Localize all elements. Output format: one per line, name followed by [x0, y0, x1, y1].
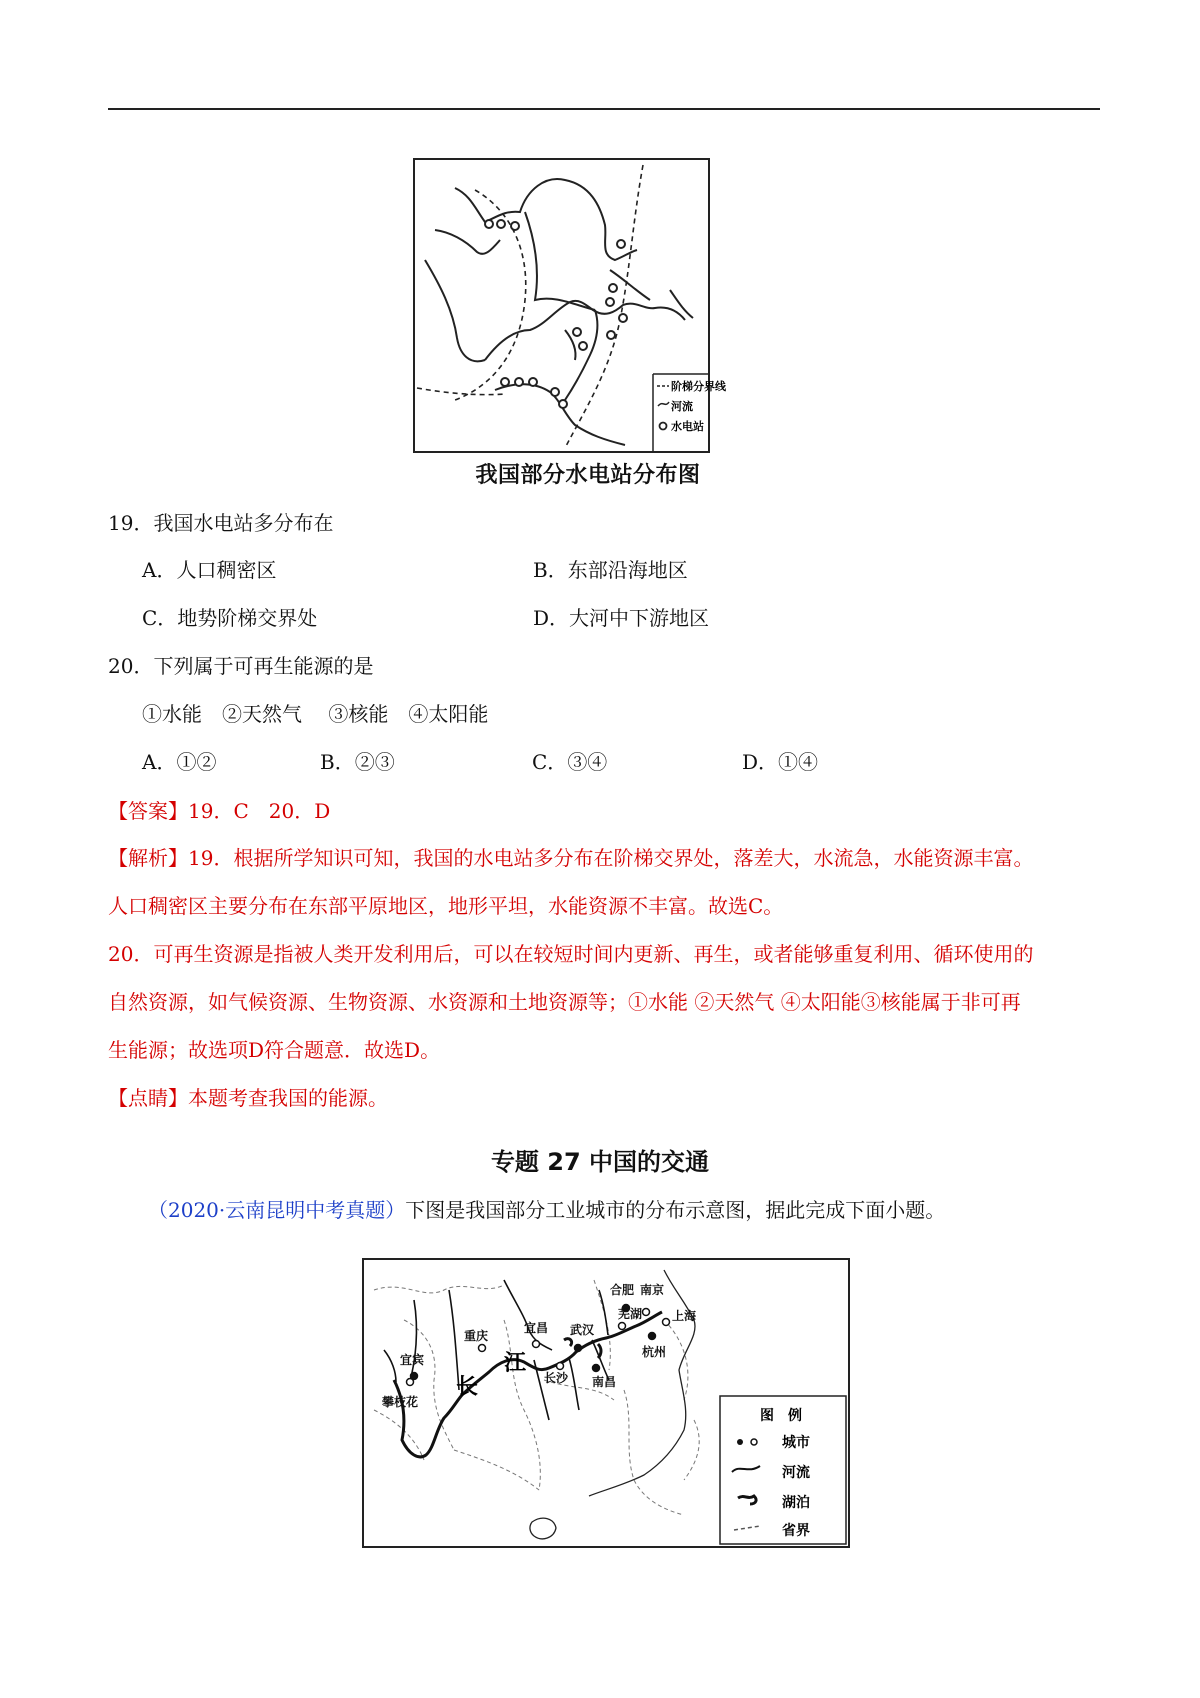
hydropower-station-marker	[573, 328, 581, 336]
analysis-tag: 【解析】	[108, 846, 188, 870]
city-label-hangzhou: 杭州	[642, 1345, 667, 1359]
river-west	[425, 260, 485, 361]
analysis-line-2: 人口稠密区主要分布在东部平原地区，地形平坦，水能资源不丰富。故选C。	[108, 894, 784, 918]
option-letter: B．	[320, 750, 355, 774]
option-text: 东部沿海地区	[567, 558, 688, 582]
river-label-chang: 长	[456, 1375, 479, 1400]
river-label-jiang: 江	[504, 1351, 527, 1376]
city-label-nanchang: 南昌	[592, 1375, 617, 1389]
hydropower-station-marker	[619, 314, 627, 322]
option-letter: A．	[142, 750, 177, 774]
q19-stem: 19．我国水电站多分布在	[108, 511, 334, 535]
city-marker-panzhihua	[407, 1379, 414, 1386]
intro-text: 下图是我国部分工业城市的分布示意图，据此完成下面小题。	[405, 1198, 946, 1222]
legend-title: 图 例	[760, 1408, 802, 1424]
city-label-yichang: 宜昌	[524, 1321, 549, 1335]
answer-line	[108, 797, 330, 825]
step-boundary-east	[565, 165, 643, 448]
legend-city: 城市	[782, 1435, 810, 1451]
lake-dongting	[564, 1339, 572, 1346]
hydropower-station-marker	[497, 220, 505, 228]
city-label-chongqing: 重庆	[464, 1329, 489, 1343]
city-label-panzhihua: 攀枝花	[382, 1395, 419, 1409]
hydropower-station-marker	[617, 240, 625, 248]
q20-option-b	[320, 748, 395, 776]
river-south-branch	[565, 310, 597, 400]
answer-text: 19．C 20．D	[188, 799, 331, 823]
option-text: ②③	[354, 750, 395, 774]
city-marker-wuhan	[575, 1345, 582, 1352]
analysis-line-3: 20．可再生资源是指被人类开发利用后，可以在较短时间内更新、再生，或者能够重复利用、循环使用的	[108, 942, 1034, 966]
city-label-changsha: 长沙	[544, 1371, 569, 1385]
figure2-legend	[720, 1396, 846, 1544]
analysis-line-5: 生能源；故选项D符合题意．故选D。	[108, 1038, 441, 1062]
city-label-nanjing: 南京	[640, 1283, 665, 1297]
option-text: ①②	[176, 750, 217, 774]
intro-line	[148, 1196, 945, 1224]
answer-tag: 【答案】	[108, 799, 188, 823]
step-boundary-south	[417, 388, 505, 395]
hydropower-station-marker	[609, 284, 617, 292]
option-letter: B．	[533, 558, 568, 582]
section-title: 专题 27 中国的交通	[490, 1148, 710, 1176]
river-yangtze	[485, 301, 685, 360]
q19-option-c	[142, 604, 317, 632]
header-rule	[108, 108, 1100, 110]
option-letter: C．	[532, 750, 568, 774]
q20-items: ①水能 ②天然气 ③核能 ④太阳能	[142, 702, 489, 726]
question-source: （2020·云南昆明中考真题）	[148, 1198, 406, 1222]
q20-stem: 20．下列属于可再生能源的是	[108, 654, 374, 678]
city-label-hefei: 合肥	[610, 1283, 635, 1297]
city-label-wuhan: 武汉	[570, 1323, 595, 1337]
river-east2	[670, 290, 693, 318]
city-marker-hangzhou	[649, 1333, 656, 1340]
hydropower-station-marker	[607, 331, 615, 339]
q19-option-b	[533, 556, 688, 584]
hydropower-station-marker	[559, 400, 567, 408]
hydropower-station-marker	[529, 378, 537, 386]
q19-option-d	[533, 604, 709, 632]
river-tributary	[435, 230, 500, 254]
city-marker-chongqing	[479, 1345, 486, 1352]
hydropower-station-marker	[515, 378, 523, 386]
city-label-wuhu: 芜湖	[618, 1307, 643, 1321]
analysis-line-1	[108, 844, 1033, 872]
lake-poyang	[598, 1344, 601, 1358]
comment-text: 本题考查我国的能源。	[188, 1086, 388, 1110]
option-text: ③④	[567, 750, 608, 774]
q19-option-a	[142, 556, 276, 584]
analysis-text: 19．根据所学知识可知，我国的水电站多分布在阶梯交界处，落差大，水流急，水能资源丰富。	[188, 846, 1034, 870]
option-letter: D．	[533, 606, 570, 630]
legend-station: 水电站	[671, 420, 704, 433]
option-text: 地势阶梯交界处	[177, 606, 318, 630]
city-marker-nanchang	[593, 1365, 600, 1372]
river-pearl	[495, 384, 625, 445]
hydropower-map	[413, 158, 726, 453]
river-yellow	[455, 179, 637, 260]
legend-province: 省界	[782, 1523, 810, 1539]
figure1-caption: 我国部分水电站分布图	[475, 463, 701, 488]
option-text: 人口稠密区	[176, 558, 277, 582]
legend-river: 河流	[671, 400, 693, 413]
province-boundaries	[374, 1280, 699, 1515]
q20-option-d	[742, 748, 818, 776]
city-marker-nanjing	[643, 1309, 650, 1316]
city-marker-yichang	[533, 1341, 540, 1348]
comment-tag: 【点睛】	[108, 1086, 188, 1110]
figure1-legend	[653, 374, 727, 451]
hainan-island	[530, 1518, 556, 1539]
city-marker-changsha	[557, 1363, 564, 1370]
option-letter: C．	[142, 606, 178, 630]
comment-line	[108, 1084, 388, 1112]
option-text: 大河中下游地区	[569, 606, 710, 630]
legend-river: 河流	[782, 1465, 810, 1481]
option-letter: A．	[142, 558, 177, 582]
option-letter: D．	[742, 750, 779, 774]
city-marker-wuhu	[619, 1323, 626, 1330]
analysis-line-4: 自然资源，如气候资源、生物资源、水资源和土地资源等；①水能 ②天然气 ④太阳能③核能属于非可再	[108, 990, 1021, 1014]
hydropower-station-marker	[551, 388, 559, 396]
option-text: ①④	[778, 750, 819, 774]
city-label-shanghai: 上海	[672, 1309, 697, 1323]
hydropower-station-marker	[511, 222, 519, 230]
q20-option-a	[142, 748, 216, 776]
legend-lake: 湖泊	[782, 1495, 810, 1511]
city-marker-shanghai	[663, 1319, 670, 1326]
city-label-yibin: 宜宾	[400, 1353, 425, 1367]
river-yellow-branch	[525, 212, 595, 310]
hydropower-station-marker	[606, 298, 614, 306]
hydropower-station-marker	[579, 342, 587, 350]
hydropower-station-marker	[501, 378, 509, 386]
hydropower-station-marker	[485, 220, 493, 228]
legend-step-boundary: 阶梯分界线	[671, 380, 726, 393]
industrial-cities-map	[362, 1258, 850, 1548]
q20-option-c	[532, 748, 607, 776]
